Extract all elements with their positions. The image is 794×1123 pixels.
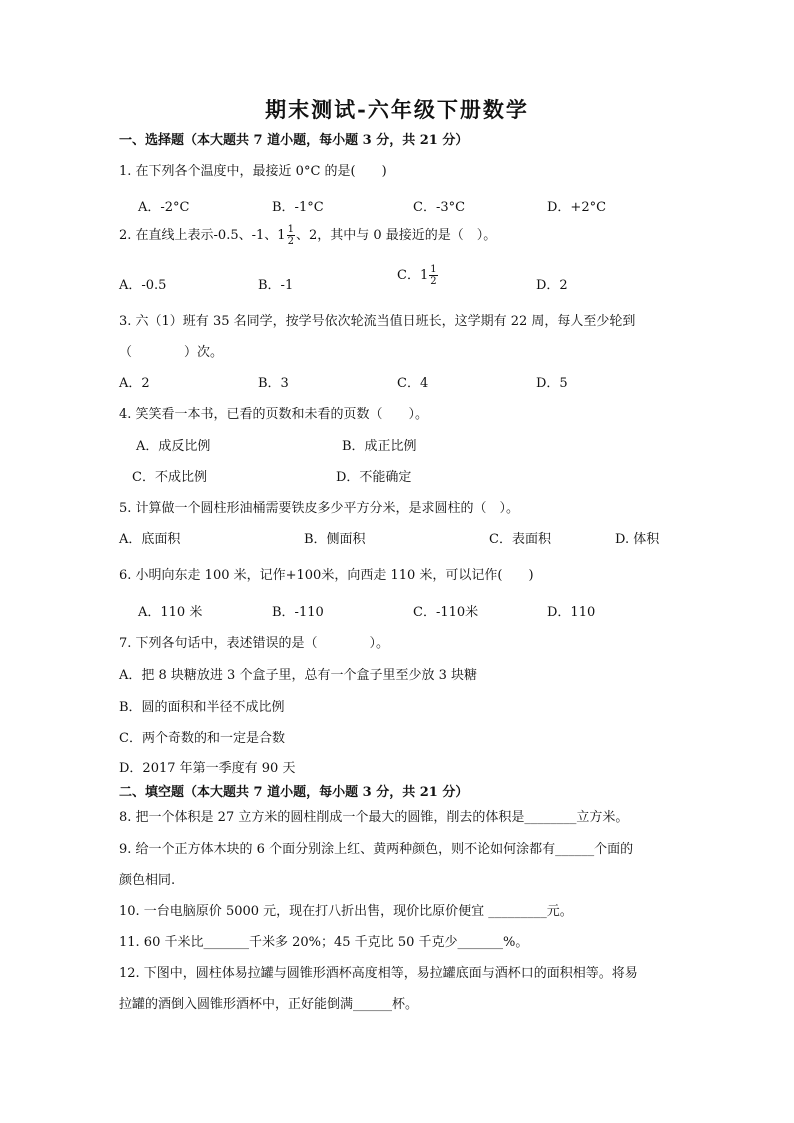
q7-option-c: C．两个奇数的和一定是合数 bbox=[119, 731, 285, 746]
q3-option-b: B．3 bbox=[258, 376, 289, 391]
question-8: 8. 把一个体积是 27 立方米的圆柱削成一个最大的圆锥，削去的体积是________立方米。 bbox=[119, 810, 629, 825]
question-1: 1. 在下列各个温度中，最接近 0°C 的是( ) bbox=[119, 164, 387, 179]
q2-option-b: B．-1 bbox=[258, 278, 294, 293]
q2-fraction-denominator: 2 bbox=[287, 236, 294, 247]
q5-option-b: B．侧面积 bbox=[304, 532, 366, 547]
q4-option-a: A．成反比例 bbox=[136, 439, 211, 454]
q2-option-c bbox=[397, 264, 439, 287]
q7-option-b: B．圆的面积和半径不成比例 bbox=[119, 700, 285, 715]
q5-option-a: A．底面积 bbox=[119, 532, 181, 547]
question-5: 5. 计算做一个圆柱形油桶需要铁皮多少平方分米，是求圆柱的（ ）。 bbox=[119, 501, 520, 516]
section-heading-fill: 二、填空题（本大题共 7 道小题，每小题 3 分，共 21 分） bbox=[119, 785, 469, 800]
q5-option-c: C．表面积 bbox=[489, 532, 551, 547]
q2-text-before: 2. 在直线上表示-0.5、-1、 bbox=[119, 228, 278, 243]
question-3-line-2: （ ）次。 bbox=[119, 345, 224, 360]
q3-option-c: C．4 bbox=[397, 376, 429, 391]
q6-option-a: A．110 米 bbox=[138, 605, 203, 620]
q2-option-d: D．2 bbox=[536, 278, 568, 293]
q4-option-d: D．不能确定 bbox=[336, 470, 412, 485]
question-9-line-1: 9. 给一个正方体木块的 6 个面分别涂上红、黄两种颜色，则不论如何涂都有______个面的 bbox=[119, 842, 634, 857]
q2-mixed-whole: 1 bbox=[277, 228, 286, 243]
q4-option-b: B．成正比例 bbox=[342, 439, 417, 454]
q1-option-c: C．-3°C bbox=[413, 200, 466, 215]
q2-option-c-numerator: 1 bbox=[430, 264, 437, 275]
q2-fraction bbox=[287, 224, 295, 247]
q3-option-a: A．2 bbox=[119, 376, 150, 391]
q1-option-b: B．-1°C bbox=[272, 200, 324, 215]
q2-option-a: A．-0.5 bbox=[119, 278, 167, 293]
question-7: 7. 下列各句话中，表述错误的是（ ）。 bbox=[119, 636, 390, 651]
question-12-line-1: 12. 下图中，圆柱体易拉罐与圆锥形酒杯高度相等，易拉罐底面与酒杯口的面积相等。将易 bbox=[119, 966, 638, 981]
question-6: 6. 小明向东走 100 米，记作+100米，向西走 110 米，可以记作( ) bbox=[119, 568, 534, 583]
section-heading-choice: 一、选择题（本大题共 7 道小题，每小题 3 分，共 21 分） bbox=[119, 133, 469, 148]
question-11: 11. 60 千米比_______千米多 20%；45 千克比 50 千克少_______%。 bbox=[119, 935, 529, 950]
q4-option-c: C．不成比例 bbox=[132, 470, 207, 485]
page-title: 期末测试-六年级下册数学 bbox=[265, 97, 529, 122]
question-4: 4. 笑笑看一本书，已看的页数和未看的页数（ ）。 bbox=[119, 407, 429, 422]
question-3-line-1: 3. 六（1）班有 35 名同学，按学号依次轮流当值日班长，这学期有 22 周，每人至少轮到 bbox=[119, 314, 636, 329]
q3-option-d: D．5 bbox=[536, 376, 568, 391]
q1-option-a: A．-2°C bbox=[138, 200, 190, 215]
q7-option-d: D．2017 年第一季度有 90 天 bbox=[119, 761, 296, 776]
q2-option-c-denominator: 2 bbox=[430, 276, 437, 287]
question-12-line-2: 拉罐的酒倒入圆锥形酒杯中，正好能倒满______杯。 bbox=[119, 997, 419, 1012]
question-10: 10. 一台电脑原价 5000 元，现在打八折出售，现价比原价便宜 _________元。 bbox=[119, 904, 573, 919]
q6-option-b: B．-110 bbox=[272, 605, 324, 620]
q1-option-d: D．+2°C bbox=[547, 200, 607, 215]
q7-option-a: A．把 8 块糖放进 3 个盒子里，总有一个盒子里至少放 3 块糖 bbox=[119, 668, 477, 683]
question-2 bbox=[119, 224, 496, 247]
q2-option-c-prefix: C． bbox=[397, 268, 420, 283]
q6-option-c: C．-110米 bbox=[413, 605, 479, 620]
q5-option-d: D. 体积 bbox=[615, 532, 660, 547]
q2-option-c-fraction bbox=[429, 264, 437, 287]
q6-option-d: D．110 bbox=[547, 605, 596, 620]
q2-option-c-whole: 1 bbox=[419, 268, 429, 283]
question-9-line-2: 颜色相同. bbox=[119, 873, 176, 888]
q2-text-after: 、2，其中与 0 最接近的是（ ）。 bbox=[295, 228, 497, 243]
q2-fraction-numerator: 1 bbox=[287, 224, 294, 235]
